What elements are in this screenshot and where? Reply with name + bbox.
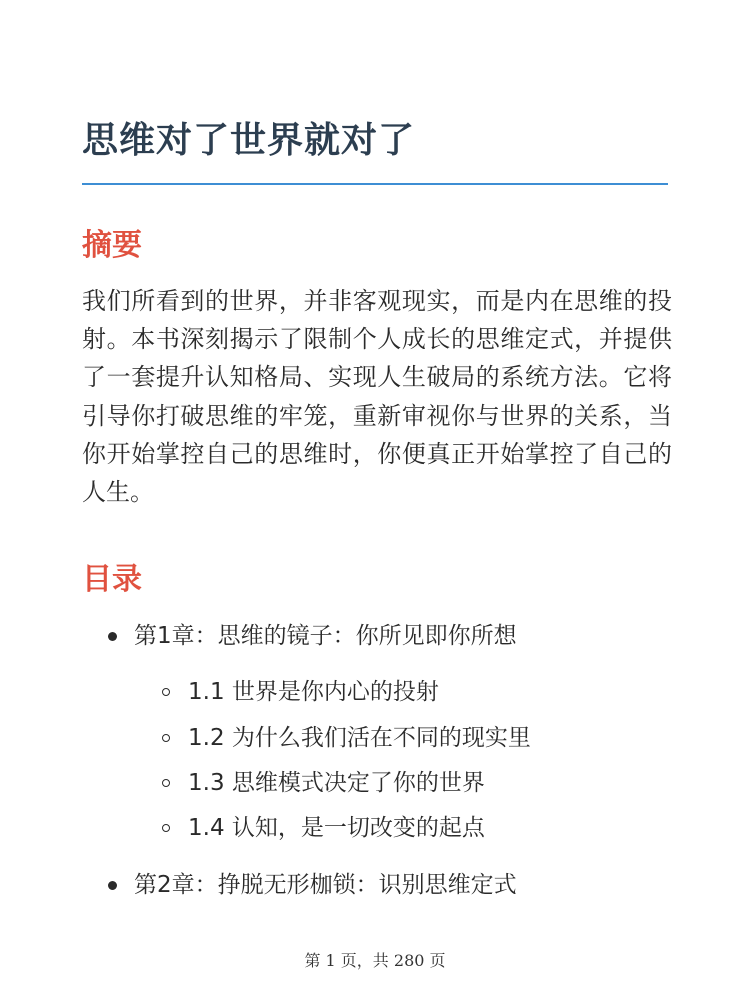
- bullet-disc-icon: [108, 881, 117, 890]
- bullet-circle-icon: [162, 734, 170, 742]
- toc-chapter-2[interactable]: 第2章：挣脱无形枷锁：识别思维定式: [134, 872, 517, 898]
- summary-heading: 摘要: [82, 228, 142, 263]
- page-number-footer: 第 1 页，共 280 页: [304, 951, 446, 970]
- toc-heading: 目录: [82, 562, 142, 597]
- summary-paragraph: 我们所看到的世界，并非客观现实，而是内在思维的投射。本书深刻揭示了限制个人成长的思维定式，并提供了一套提升认知格局、实现人生破局的系统方法。它将引导你打破思维的牢笼，重新审视你与世界的关系，当你开始掌控自己的思维时，你便真正开始掌控了自己的人生。: [82, 287, 672, 507]
- toc-section-1-2[interactable]: 1.2 为什么我们活在不同的现实里: [188, 725, 531, 751]
- toc-section-1-4[interactable]: 1.4 认知，是一切改变的起点: [188, 815, 485, 841]
- toc-section-1-3[interactable]: 1.3 思维模式决定了你的世界: [188, 770, 485, 796]
- toc-chapter-1[interactable]: 第1章：思维的镜子：你所见即你所想: [134, 623, 517, 649]
- bullet-disc-icon: [108, 632, 117, 641]
- title-divider: [82, 183, 668, 185]
- bullet-circle-icon: [162, 688, 170, 696]
- book-title: 思维对了世界就对了: [82, 120, 416, 161]
- bullet-circle-icon: [162, 779, 170, 787]
- bullet-circle-icon: [162, 824, 170, 832]
- toc-section-1-1[interactable]: 1.1 世界是你内心的投射: [188, 679, 439, 705]
